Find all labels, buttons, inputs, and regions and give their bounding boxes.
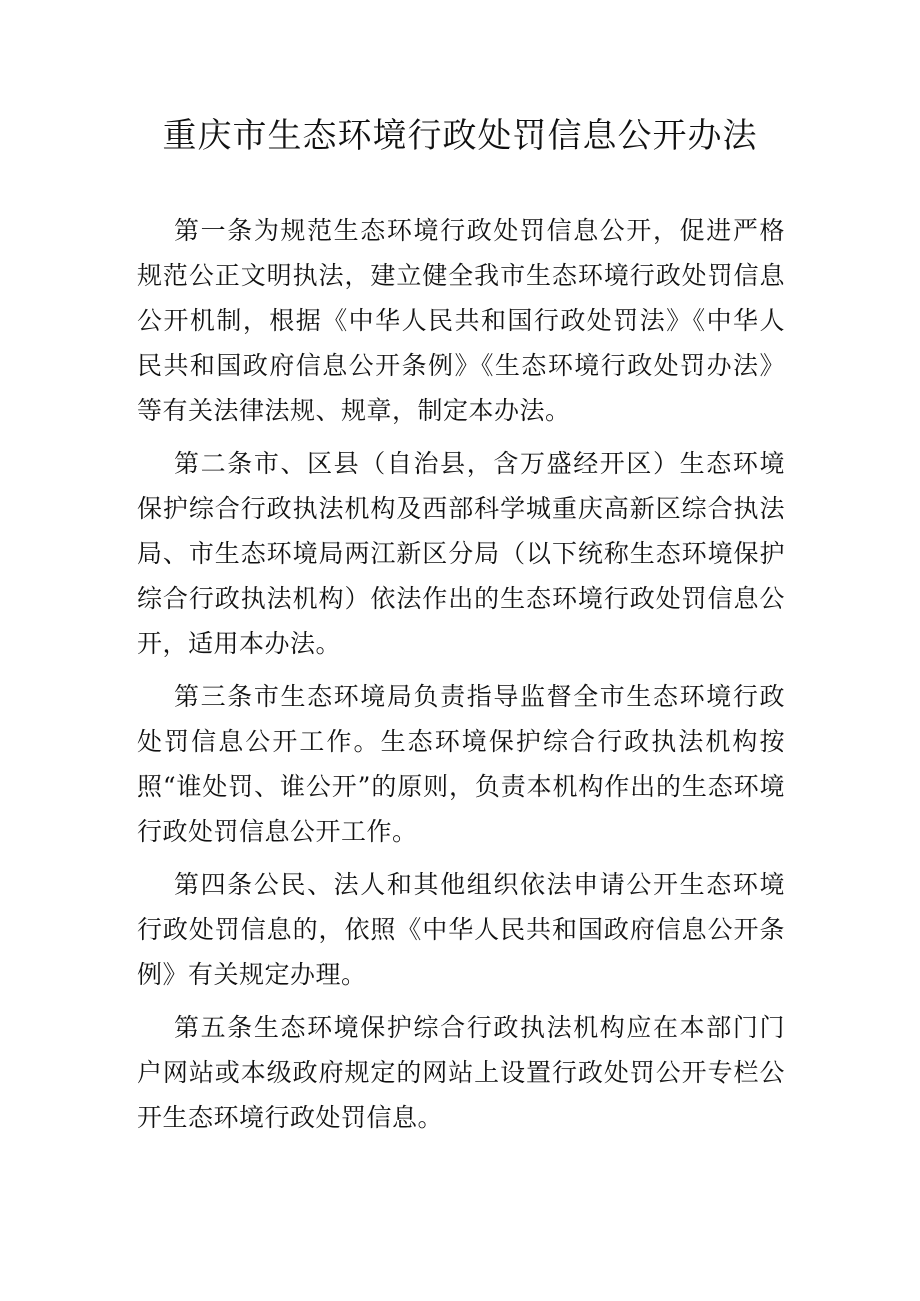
article-3: 第三条市生态环境局负责指导监督全市生态环境行政处罚信息公开工作。生态环境保护综合行政执法机构按照“谁处罚、谁公开”的原则，负责本机构作出的生态环境行政处罚信息公开工作。 [137,682,785,846]
article-2: 第二条市、区县（自治县，含万盛经开区）生态环境保护综合行政执法机构及西部科学城重庆高新区综合执法局、市生态环境局两江新区分局（以下统称生态环境保护综合行政执法机构）依法作出的生态环境行政处罚信息公开，适用本办法。 [137,449,785,658]
document-title: 重庆市生态环境行政处罚信息公开办法 [162,116,758,156]
article-1: 第一条为规范生态环境行政处罚信息公开，促进严格规范公正文明执法，建立健全我市生态环境行政处罚信息公开机制，根据《中华人民共和国行政处罚法》《中华人民共和国政府信息公开条例》《生态环境行政处罚办法》等有关法律法规、规章，制定本办法。 [137,216,785,425]
document-body [137,208,785,1148]
article-4: 第四条公民、法人和其他组织依法申请公开生态环境行政处罚信息的，依照《中华人民共和国政府信息公开条例》有关规定办理。 [137,870,785,989]
article-5: 第五条生态环境保护综合行政执法机构应在本部门门户网站或本级政府规定的网站上设置行政处罚公开专栏公开生态环境行政处罚信息。 [137,1013,785,1132]
